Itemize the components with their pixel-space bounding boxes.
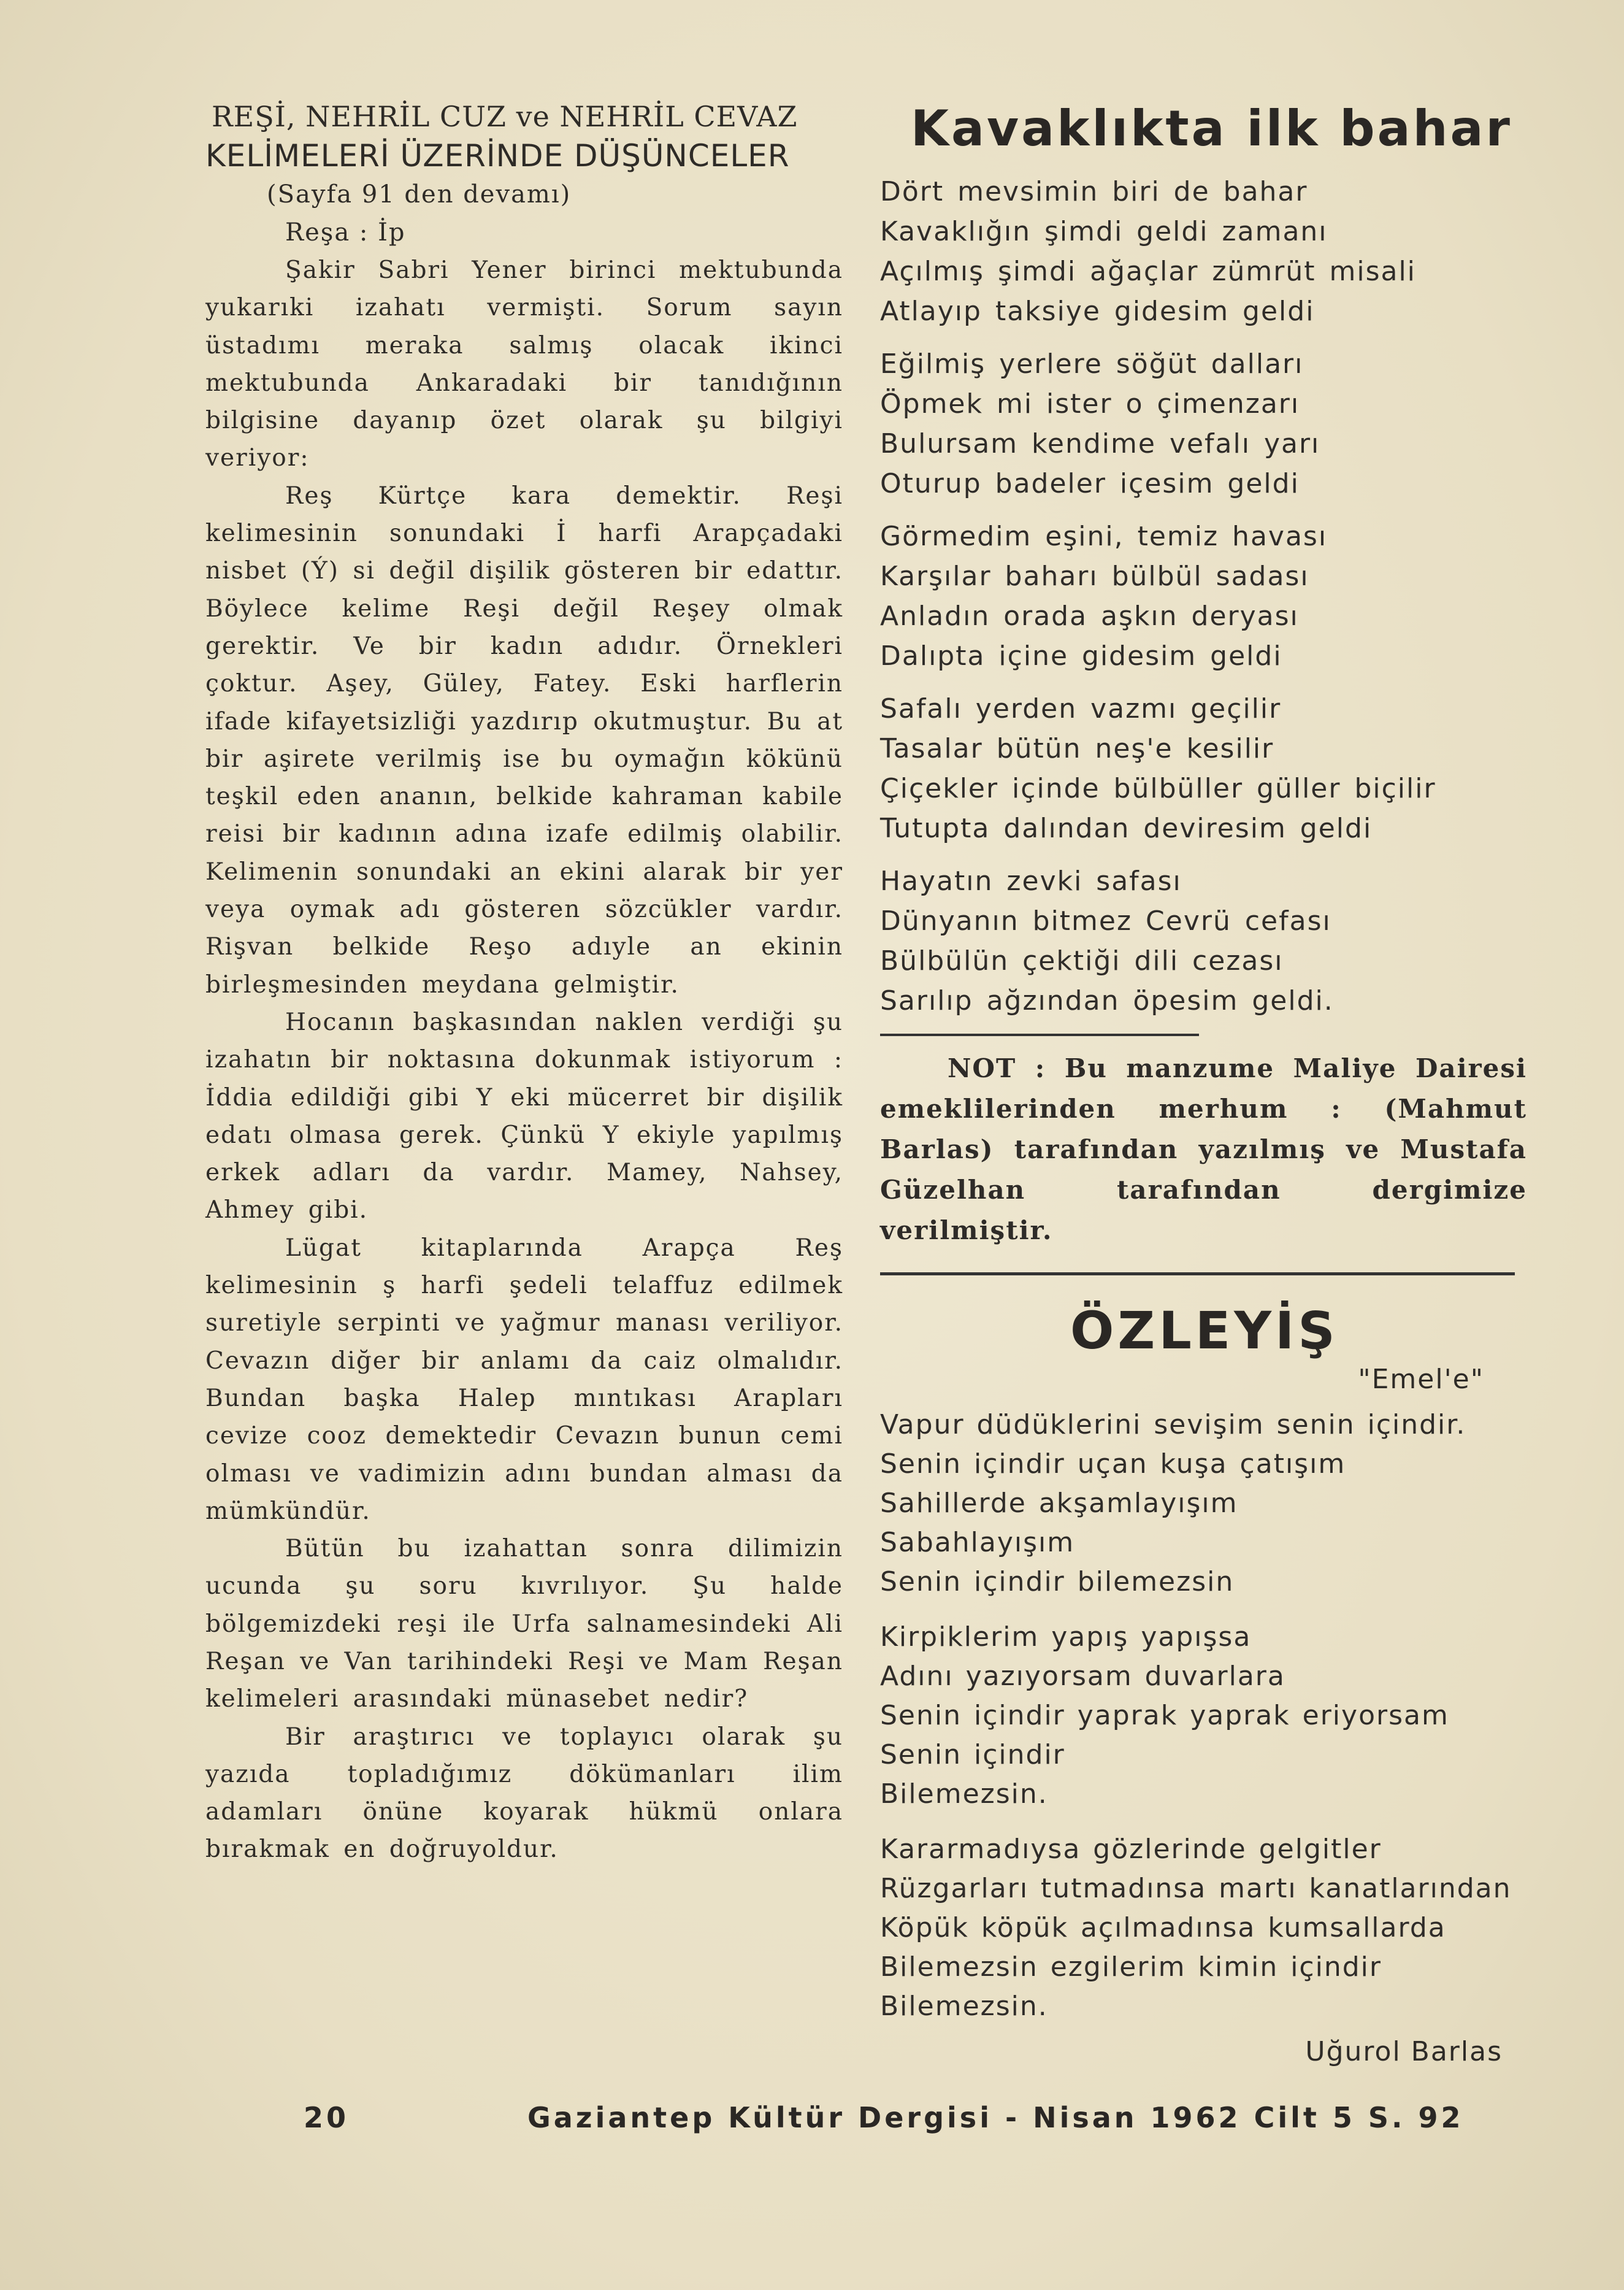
verse-line: Senin içindir	[880, 1739, 1065, 1770]
article-title-line2: KELİMELERİ ÜZERİNDE DÜŞÜNCELER	[205, 138, 790, 174]
verse-line: Açılmış şimdi ağaçlar zümrüt misali	[880, 256, 1416, 287]
continued-note: (Sayfa 91 den devamı)	[267, 180, 572, 209]
verse-line: Rüzgarları tutmadınsa martı kanatlarından	[880, 1873, 1512, 1904]
article-column	[205, 98, 843, 1869]
divider	[880, 1034, 1199, 1036]
poem-title: ÖZLEYİŞ	[1070, 1301, 1339, 1361]
stanza	[880, 1405, 1527, 1602]
article-paragraph: Hocanın başkasından naklen verdiği şu izahatın bir noktasına dokunmak istiyorum : İddia edildiği gibi Y eki mücerret bir dişilik edatı olmasa gerek. Çünkü Y ekiyle yapılmış erkek adları da vardır. Mamey, Nahsey, Ahmey gibi.	[205, 1008, 843, 1224]
verse-line: Bulursam kendime vefalı yarı	[880, 428, 1320, 459]
verse-line: Vapur düdüklerini sevişim senin içindir.	[880, 1409, 1466, 1440]
stanza	[880, 344, 1527, 504]
verse-line: Dünyanın bitmez Cevrü cefası	[880, 905, 1331, 937]
verse-line: Tasalar bütün neş'e kesilir	[880, 733, 1274, 764]
verse-line: Senin içindir bilemezsin	[880, 1566, 1235, 1597]
poems-column	[880, 98, 1527, 2070]
article-paragraph: Reş Kürtçe kara demektir. Reşi kelimesinin sonundaki İ harfi Arapçadaki nisbet (Ý) si değil dişilik gösteren bir edattır. Böylece kelime Reşi değil Reşey olmak gerektir. Ve bir kadın adıdır. Örnekleri çoktur. Aşey, Güley, Fatey. Eski harflerin ifade kifayetsizliği yazdırıp okutmuştur. Bu at bir aşirete verilmiş ise bu oymağın kökünü teşkil eden ananın, belkide kahraman kabile reisi bir kadının adına izafe edilmiş olabilir. Kelimenin sonundaki an ekini alarak bir yer veya oymak adı gösteren sözcükler vardır. Rişvan belkide Reşo adıyle an ekinin birleşmesinden meydana gelmiştir.	[205, 482, 843, 999]
verse-line: Atlayıp taksiye gidesim geldi	[880, 296, 1315, 327]
stanza	[880, 1618, 1527, 1814]
stanza	[880, 172, 1527, 331]
page-footer	[0, 2101, 1624, 2144]
verse-line: Çiçekler içinde bülbüller güller biçilir	[880, 773, 1436, 804]
verse-line: Bilemezsin.	[880, 1991, 1048, 2022]
verse-line: Anladın orada aşkın deryası	[880, 601, 1299, 632]
verse-line: Oturup badeler içesim geldi	[880, 468, 1300, 499]
article-paragraph: Şakir Sabri Yener birinci mektubunda yukarıki izahatı vermişti. Sorum sayın üstadımı meraka salmış olacak ikinci mektubunda Ankaradaki bir tanıdığının bilgisine dayanıp özet olarak şu bilgiyi veriyor:	[205, 256, 843, 472]
verse-line: Dalıpta içine gidesim geldi	[880, 640, 1282, 672]
journal-info: Gaziantep Kültür Dergisi - Nisan 1962 Cilt 5 S. 92	[527, 2101, 1464, 2134]
verse-line: Tutupta dalından deviresim geldi	[880, 813, 1373, 844]
poem-author: Uğurol Barlas	[1305, 2036, 1503, 2067]
poem-title: Kavaklıkta ilk bahar	[911, 100, 1512, 157]
stanza	[880, 861, 1527, 1021]
verse-line: Bülbülün çektiği dili cezası	[880, 945, 1284, 977]
article-paragraph: Bütün bu izahattan sonra dilimizin ucunda şu soru kıvrılıyor. Şu halde bölgemizdeki reşi ile Urfa salnamesindeki Ali Reşan ve Van tarihindeki Reşi ve Mam Reşan kelimeleri arasındaki münasebet nedir?	[205, 1535, 843, 1713]
article-paragraph: Lügat kitaplarında Arapça Reş kelimesinin ş harfi şedeli telaffuz edilmek suretiyle serpinti ve yağmur manası veriliyor. Cevazın diğer bir anlamı da caiz olmalıdır. Bundan başka Halep mıntıkası Arapları cevize cooz demektedir Cevazın bunun cemi olması ve vadimizin adını bundan alması da mümkündür.	[205, 1234, 843, 1525]
poem-body	[880, 172, 1527, 1021]
verse-line: Kirpiklerim yapış yapışsa	[880, 1621, 1252, 1653]
verse-line: Sahillerde akşamlayışım	[880, 1488, 1238, 1519]
verse-line: Karşılar baharı bülbül sadası	[880, 561, 1309, 592]
poem-note: NOT : Bu manzume Maliye Dairesi emeklilerinden merhum : (Mahmut Barlas) tarafından yazılmış ve Mustafa Güzelhan tarafından dergimize verilmiştir.	[880, 1053, 1527, 1245]
poem-body	[880, 1405, 1527, 2026]
verse-line: Köpük köpük açılmadınsa kumsallarda	[880, 1912, 1446, 1943]
verse-line: Kararmadıysa gözlerinde gelgitler	[880, 1834, 1382, 1865]
verse-line: Sarılıp ağzından öpesim geldi.	[880, 985, 1334, 1016]
poem-dedication: "Emel'e"	[1358, 1364, 1484, 1395]
verse-line: Kavaklığın şimdi geldi zamanı	[880, 216, 1328, 247]
verse-line: Öpmek mi ister o çimenzarı	[880, 388, 1300, 420]
page-number: 20	[304, 2101, 350, 2134]
resa-line: Reşa : İp	[285, 218, 406, 247]
stanza	[880, 517, 1527, 676]
verse-line: Safalı yerden vazmı geçilir	[880, 693, 1282, 724]
verse-line: Bilemezsin.	[880, 1778, 1048, 1810]
verse-line: Senin içindir yaprak yaprak eriyorsam	[880, 1700, 1449, 1731]
verse-line: Senin içindir uçan kuşa çatışım	[880, 1448, 1346, 1480]
verse-line: Adını yazıyorsam duvarlara	[880, 1661, 1285, 1692]
verse-line: Bilemezsin ezgilerim kimin içindir	[880, 1951, 1382, 1983]
verse-line: Hayatın zevki safası	[880, 866, 1182, 897]
stanza	[880, 1830, 1527, 2026]
article-paragraph: Bir araştırıcı ve toplayıcı olarak şu yazıda topladığımız dökümanları ilim adamları önüne koyarak hükmü onlara bırakmak en doğruyoldur.	[205, 1723, 843, 1864]
verse-line: Sabahlayışım	[880, 1527, 1075, 1558]
article-title-line1: REŞİ, NEHRİL CUZ ve NEHRİL CEVAZ	[212, 100, 798, 133]
divider	[880, 1272, 1515, 1275]
stanza	[880, 689, 1527, 848]
verse-line: Dört mevsimin biri de bahar	[880, 176, 1308, 207]
verse-line: Görmedim eşini, temiz havası	[880, 521, 1328, 552]
verse-line: Eğilmiş yerlere söğüt dalları	[880, 348, 1304, 380]
